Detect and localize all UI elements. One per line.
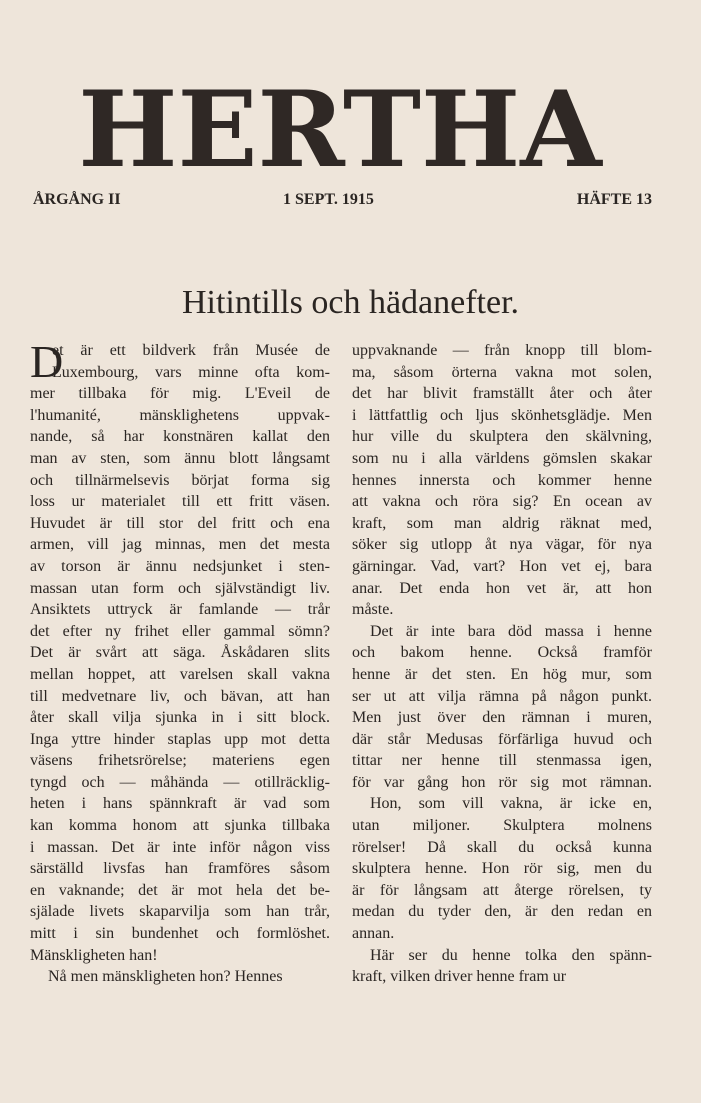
article-title: Hitintills och hädanefter.: [181, 284, 520, 321]
article-line: själade livets skaparvilja som han trår,: [30, 903, 330, 921]
article-line: en vaknande; det är mot hela det be-: [30, 881, 330, 899]
article-line: för var gång hon rör sig mot rämnan.: [352, 773, 652, 791]
article-line: söker sig utlopp åt nya vägar, för nya: [352, 536, 652, 554]
article-line: hur ville du skulptera den skälvning,: [352, 428, 652, 446]
article-line: Mänskligheten han!: [30, 946, 158, 964]
article-line: Inga yttre hinder staplas upp mot detta: [30, 730, 330, 748]
article-line: Nå men mänskligheten hon? Hennes: [48, 968, 283, 986]
article-column-right: [352, 340, 652, 988]
issue-date: 1 SEPT. 1915: [283, 191, 374, 208]
article-line: Hon, som vill vakna, är icke en,: [370, 795, 652, 813]
article-column-left: [30, 336, 330, 988]
article-line: är för långsam att återge rörelsen, ty: [352, 881, 652, 899]
article-line: tittar ner henne till stenmassa igen,: [352, 752, 652, 770]
article-line: Det är svårt att säga. Åskådaren slits: [30, 644, 330, 662]
article-line: Luxembourg, vars minne ofta kom-: [52, 363, 330, 381]
article-line: l'humanité, mänsklighetens uppvak-: [30, 406, 330, 424]
article-line: annan.: [352, 925, 395, 943]
article-line: kan komma honom att sjunka tillbaka: [30, 817, 330, 835]
article-line: väsens frihetsrörelse; materiens egen: [30, 752, 330, 770]
article-line: av torson är ännu nedsjunket i sten-: [30, 557, 330, 575]
article-line: i lättfattlig och ljus skönhetsglädje. Men: [352, 406, 652, 424]
article-line: att vakna och röra sig? En ocean av: [352, 493, 652, 511]
article-line: åter skall vilja sjunka in i sitt block.: [30, 709, 330, 727]
drop-cap: D: [30, 336, 64, 387]
article-line: ser ut att vilja rämna på någon punkt.: [352, 687, 652, 705]
article-line: anar. Det enda hon vet är, att hon: [352, 579, 652, 597]
article-line: tyngd och — måhända — otillräcklig-: [30, 773, 330, 791]
article-line: medan du tyder den, är den redan en: [352, 903, 652, 921]
article-line: massan utan form och självständigt liv.: [30, 579, 330, 597]
article-line: et är ett bildverk från Musée de: [52, 342, 330, 359]
article-line: där står Medusas förfärliga huvud och: [352, 730, 652, 748]
article-line: Huvudet är till stor del fritt och ena: [30, 514, 330, 532]
article-line: hennes innersta och kommer henne: [352, 471, 652, 489]
issue-number: HÄFTE 13: [576, 191, 652, 208]
article-line: måste.: [352, 601, 394, 619]
article-line: Men just över den rämnan i muren,: [352, 709, 652, 727]
article-line: ma, såsom örterna vakna mot solen,: [352, 363, 652, 381]
article-line: mellan hoppet, att varelsen skall vakna: [30, 665, 330, 683]
article-line: till medvetnare liv, och bävan, att han: [30, 687, 330, 705]
article-line: nande, så har konstnären kallat den: [30, 428, 330, 446]
article-line: kraft, som man aldrig räknat med,: [352, 514, 652, 532]
article-line: skulptera henne. Hon rör sig, men du: [352, 860, 652, 878]
article-line: Det är inte bara död massa i henne: [370, 622, 652, 640]
article-line: det har blivit framställt åter och åter: [352, 385, 652, 403]
article-line: det efter ny frihet eller gammal sömn?: [30, 622, 330, 640]
issue-info: [33, 188, 652, 212]
volume-label: ÅRGÅNG II: [33, 191, 121, 208]
article-line: uppvaknande — från knopp till blom-: [352, 342, 652, 359]
article-line: rörelser! Då skall du också kunna: [352, 838, 652, 856]
masthead-title: HERTHA: [78, 67, 602, 191]
article-line: gärningar. Vad, vart? Hon vet ej, bara: [352, 557, 652, 575]
article-line: och tillnärmelsevis börjat forma sig: [30, 471, 330, 489]
article-line: mer tillbaka för mig. L'Eveil de: [30, 385, 330, 403]
article-line: i massan. Det är inte inför någon viss: [30, 838, 330, 856]
article-line: Ansiktets uttryck är famlande — trår: [30, 601, 330, 619]
article-line: armen, vill jag minnas, men det mesta: [30, 536, 330, 554]
article-line: mitt i sin bundenhet och formlöshet.: [30, 925, 330, 943]
article-line: och bakom henne. Också framför: [352, 644, 652, 662]
article-line: särställd livsfas han framföres såsom: [30, 860, 330, 878]
article-line: henne är det sten. En hög mur, som: [352, 665, 652, 683]
article-line: kraft, vilken driver henne fram ur: [352, 968, 567, 986]
article-line: Här ser du henne tolka den spänn-: [370, 946, 652, 964]
article-line: loss ur materialet till ett fritt väsen.: [30, 493, 330, 511]
article-line: man av sten, som ännu blott långsamt: [30, 449, 330, 467]
article-line: utan miljoner. Skulptera molnens: [352, 817, 652, 835]
article-line: som nu i alla världens gömslen skakar: [352, 449, 652, 467]
article-line: heten i hans spännkraft är vad som: [30, 795, 330, 813]
